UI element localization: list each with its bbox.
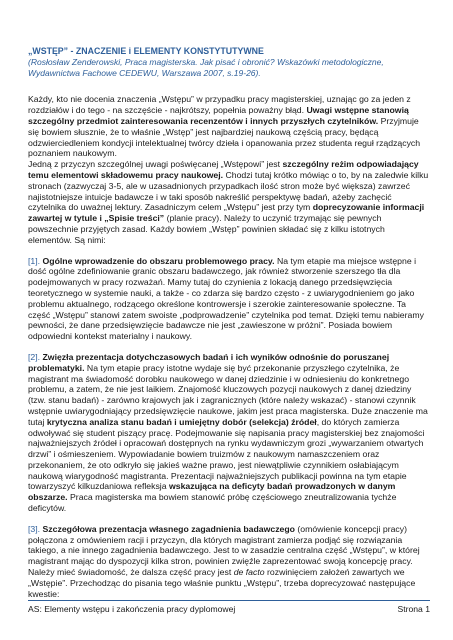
- page-footer: [28, 600, 430, 614]
- section-text: Na tym etapie pracy istotne wydaje się być przekonanie przyszłego czytelnika, że magistrant ma świadomość dorobku naukowego w danej dziedzinie i w odniesieniu do konkretnego problemu, a zatem, że nie jest laikiem. Znajomość kluczowych pozycji naukowych z danej dziedziny (tzw. stanu badań) - zarówno krajowych jak i zagranicznych (które należy wskazać) - stanowi czynnik wstępnie uwiarygodniający przedsięwzięcie naukowe, jakim jest praca magisterska. Duże znaczenie ma tutaj: [28, 362, 428, 427]
- footer-title: AS: Elementy wstępu i zakończenia pracy dyplomowej: [28, 604, 236, 614]
- source-line-2: Wydawnictwa Fachowe CEDEWU, Warszawa 2007, s.19-26).: [28, 67, 261, 78]
- section-1: [28, 256, 430, 342]
- italic-text: de facto: [233, 567, 265, 578]
- document-title: „WSTĘP” - ZNACZENIE i ELEMENTY KONSTYTUTYWNE: [28, 46, 264, 56]
- section-3: [28, 524, 430, 600]
- emphasis-text: szczególny reżim odpowiadający temu elementowi składowemu pracy naukowej.: [28, 159, 419, 180]
- section-text: Na tym etapie ma miejsce wstępne i dość ogólne zdefiniowanie granic obszaru badawczego, jak również stworzenie szerszego tła dla podejmowanych w pracy rozważań. Mamy tutaj do czynienia z lokacją danego przedsięwzięcia teoretycznego w systemie nauki, a także - co zdarza się bardzo często - z uwiarygodnieniem go jako problemu aktualnego, rodzącego określone kontrowersje i szerokie zainteresowanie społeczne. Ta część „Wstępu” stanowi zatem swoiste „podprowadzenie” czytelnika pod temat. Dzięki temu nabieramy pewności, że dane przedsięwzięcie badawcze nie jest „zawieszone w próżni”. Posiada bowiem odpowiedni kontekst materialny i naukowy.: [28, 255, 424, 342]
- text-run: (planie pracy). Należy to uczynić trzymając się pewnych powszechnie przyjętych zasad. Każdy bowiem „Wstęp” powinien składać się z kilku istotnych elementów. Są nimi:: [28, 213, 385, 245]
- section-text: (omówienie koncepcji pracy) połączona z omówieniem racji i przyczyn, dla których magistrant zamierza podjąć się rozwiązania takiego, a nie innego zagadnienia badawczego. Jest to w zasadzie centralna część „Wstępu”, w której magistrant mając do dyspozycji kilka stron, powinien zwięźle zaprezentować swoją koncepcję pracy. Należy mieć świadomość, że dalsza część pracy jest: [28, 523, 420, 578]
- text-run: Każdy, kto nie docenia znaczenia „Wstępu” w przypadku pracy magisterskiej, uznając go za jeden z rozdziałów i do tego - na szczęście - najkrótszy, popełnia poważny błąd.: [28, 94, 411, 116]
- source-citation: [28, 57, 430, 79]
- source-line-1: (Rosłosław Zenderowski, Praca magisterska. Jak pisać i obronić? Wskazówki metodologiczne,: [28, 56, 384, 67]
- section-title: Szczegółowa prezentacja własnego zagadnienia badawczego: [42, 523, 295, 534]
- emphasis-text: krytyczna analiza stanu badań i umiejętny dobór (selekcja) źródeł: [46, 416, 317, 427]
- emphasis-text: Uwagi wstępne stanowią szczególny przedmiot zainteresowania recenzentów i innych przyszłych czytelników.: [28, 105, 409, 126]
- emphasis-text: wskazująca na deficyty badań prowadzonych w danym obszarze.: [28, 481, 396, 503]
- intro-paragraph-1: [28, 94, 430, 245]
- section-text: Praca magisterska ma bowiem stanowić próbę częściowego zneutralizowania tychże deficytów.: [28, 492, 397, 514]
- section-text: , do których zamierza odwoływać się student piszący pracę. Podejmowanie się napisania pracy magisterskiej bez znajomości najważniejszych źródeł i opracowań dostępnych na rynku wydawniczym grozi „wywarzaniem otwartych drzwi” i ośmieszeniem. Wypowiadanie bowiem truizmów z naukowym namaszczeniem oraz przekonaniem, że oto odkryło się jakieś ważne prawo, jest niewątpliwie czynnikiem osłabiającym naukową wiarygodność magistranta. Prezentacji najważniejszych publikacji powinna na tym etapie towarzyszyć kilkuzdaniowa refleksja: [28, 416, 425, 492]
- section-number: [1].: [28, 255, 43, 266]
- text-run: Jedną z przyczyn szczególnej uwagi poświęcanej „Wstępowi” jest: [28, 159, 283, 170]
- emphasis-text: doprecyzowanie informacji zawartej w tytule i „Spisie treści”: [28, 202, 425, 224]
- section-text: rozwinięciem założeń zawartych we „Wstępie”. Przechodząc do pisania tego właśnie punktu „Wstępu”, trzeba doprecyzować następujące kwestie:: [28, 567, 416, 599]
- section-number: [2].: [28, 351, 43, 362]
- section-title: Zwięzła prezentacja dotychczasowych badań i ich wyników odnośnie do poruszanej problematyki.: [28, 351, 390, 373]
- page-number: Strona 1: [397, 604, 430, 614]
- text-run: Przyjmuje się bowiem słusznie, że to właśnie „Wstęp” jest najbardziej naukową częścią pracy, będącą odzwierciedleniem kondycji intelektualnej twórcy dzieła i opanowania przez studenta reguł rządzących poznaniem naukowym.: [28, 115, 421, 159]
- section-2: [28, 352, 430, 514]
- text-run: Chodzi tutaj krótko mówiąc o to, by na zaledwie kilku stronach (zazwyczaj 3-5, ale w uzasadnionych przypadkach ilość stron może być większa) zawrzeć najistotniejsze intuicje badawcze i w taki sposób nakreślić perspektywę badań, ażeby zachęcić czytelnika do uważnej lektury. Zasadniczym celem „Wstępu” jest przy tym: [28, 169, 429, 213]
- section-title: Ogólne wprowadzenie do obszaru problemowego pracy.: [42, 255, 275, 266]
- section-number: [3].: [28, 523, 43, 534]
- document-body: [28, 46, 430, 609]
